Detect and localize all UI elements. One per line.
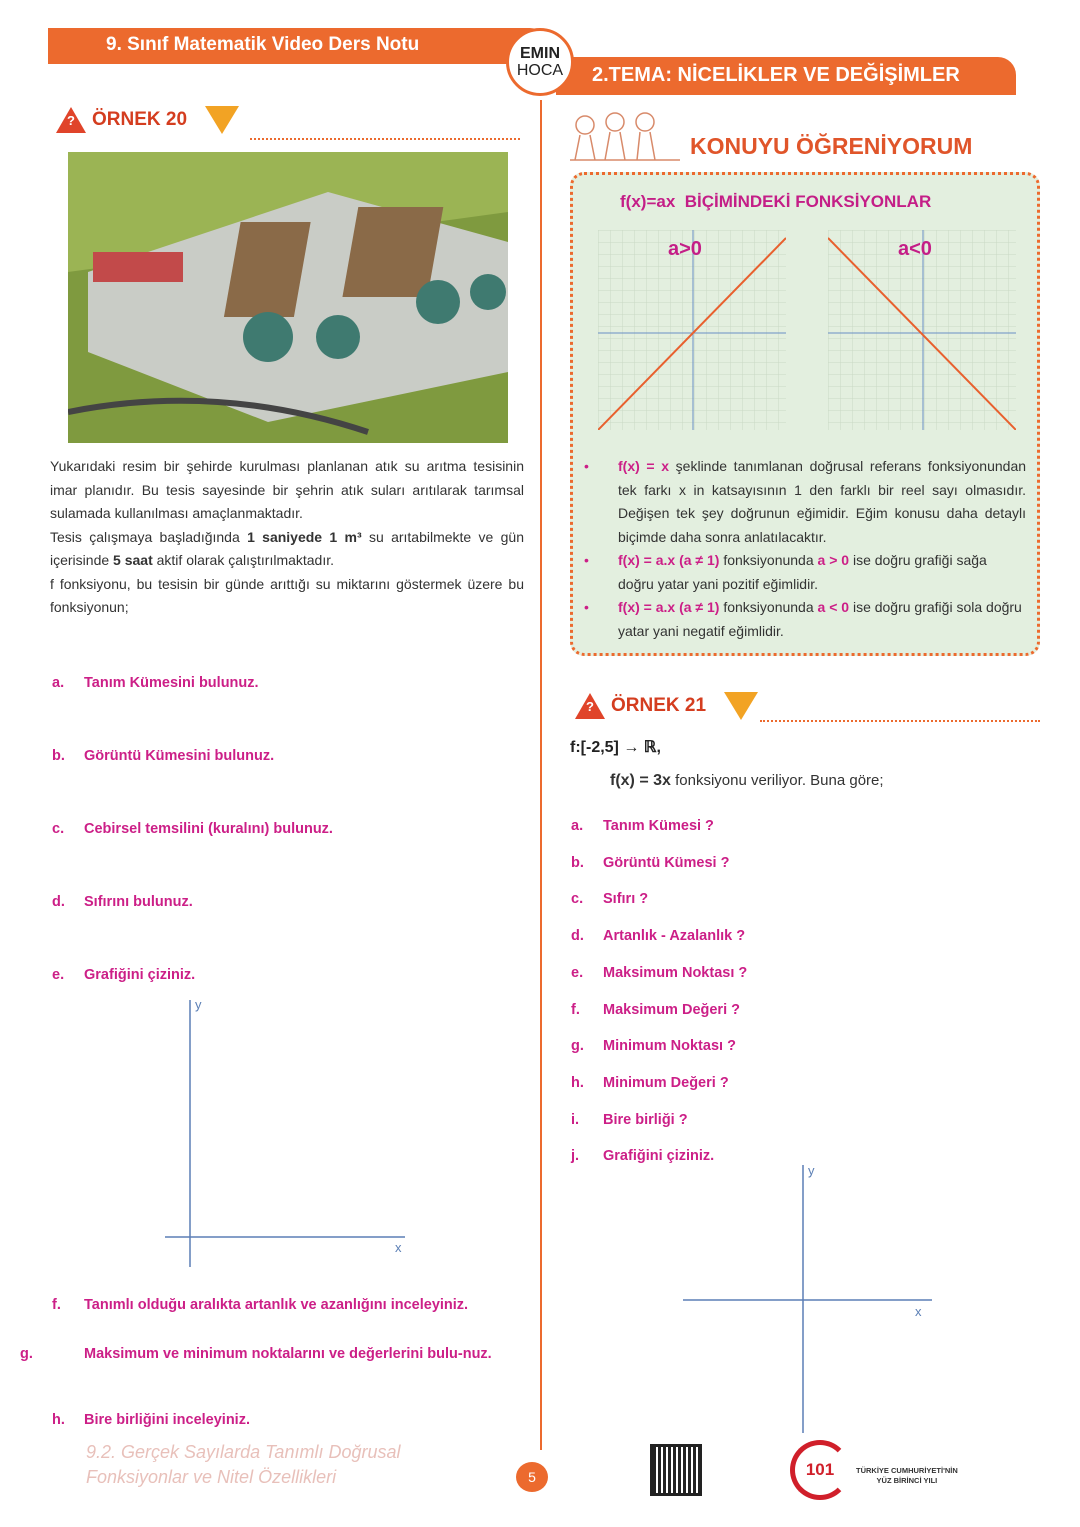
example-title: ÖRNEK 20 bbox=[92, 109, 188, 130]
example-title: ÖRNEK 21 bbox=[611, 695, 707, 716]
bullet-1: • f(x) = x şeklinde tanımlanan doğrusal referans fonksiyonundan tek farkı x in katsayısının 1 den farklı bir reel sayı olmasıdır. Değişen tek şey doğrunun eğimidir. Eğim konusu daha detaylı biçimde daha sonra anlatılacaktır. bbox=[584, 458, 1027, 545]
info-bullets bbox=[584, 455, 1026, 643]
question-b: b. Görüntü Kümesi ? bbox=[571, 854, 730, 871]
question-j: j. Grafiğini çiziniz. bbox=[571, 1148, 715, 1165]
course-title: 9. Sınıf Matematik Video Ders Notu bbox=[106, 34, 420, 55]
example-21-header bbox=[575, 692, 758, 720]
question-d: d. Sıfırını bulunuz. bbox=[52, 894, 193, 910]
logo-top: EMIN bbox=[520, 45, 560, 62]
empty-axes-left bbox=[160, 995, 410, 1270]
page-number: 5 bbox=[516, 1462, 548, 1492]
question-h: h. Minimum Değeri ? bbox=[571, 1074, 729, 1091]
empty-axes-right bbox=[680, 1163, 935, 1435]
question-d: d. Artanlık - Azalanlık ? bbox=[571, 928, 746, 945]
qr-code[interactable] bbox=[650, 1444, 702, 1496]
x-axis-label: x bbox=[395, 1240, 402, 1255]
republic-101-logo: 101 bbox=[790, 1440, 850, 1500]
theme-title: 2.TEMA: NİCELİKLER VE DEĞİŞİMLER bbox=[592, 64, 960, 86]
question-a: a. Tanım Kümesini bulunuz. bbox=[52, 675, 259, 691]
warning-icon: ? bbox=[575, 693, 605, 719]
y-axis-label: y bbox=[195, 997, 202, 1012]
y-axis-label: y bbox=[808, 1163, 815, 1178]
logo-bottom: HOCA bbox=[516, 62, 564, 79]
question-g: g. Minimum Noktası ? bbox=[571, 1038, 736, 1055]
info-box-title: f(x)=ax BİÇİMİNDEKİ FONKSİYONLAR bbox=[620, 192, 932, 211]
problem-paragraph: Yukarıdaki resim bir şehirde kurulması planlanan atık su arıtma tesisinin imar planıdır. Bu tesis sayesinde bir şehrin atık suları arıtılarak tarımsal sulamada kullanılması amaçlanmaktadır. Tesis çalışmaya başladığında 1 saniyede 1 m³ su arıtabilmekte ve gün içerisinde 5 saat aktif olarak çalıştırılmaktadır. f fonksiyonu, bu tesisin bir günde arıttığı su miktarını göstermek üzere bu fonksiyonun; bbox=[50, 458, 524, 615]
question-f: f. Tanımlı olduğu aralıkta artanlık ve azanlığını inceleyiniz. bbox=[52, 1297, 469, 1313]
question-b: b. Görüntü Kümesini bulunuz. bbox=[52, 748, 275, 764]
question-g: g. Maksimum ve minimum noktalarını ve değerlerini bulu-nuz. bbox=[20, 1346, 492, 1362]
course-banner bbox=[48, 28, 548, 64]
question-c: c. Sıfırı ? bbox=[571, 891, 649, 908]
question-triangle-icon bbox=[724, 692, 758, 720]
question-e: e. Grafiğini çiziniz. bbox=[52, 967, 196, 983]
emin-hoca-logo bbox=[506, 28, 574, 96]
republic-logo-text: TÜRKİYE CUMHURİYETİ'NİN YÜZ BİRİNCİ YILI bbox=[856, 1466, 958, 1485]
question-a: a. Tanım Kümesi ? bbox=[571, 818, 714, 834]
question-c: c. Cebirsel temsilini (kuralını) bulunuz. bbox=[52, 821, 333, 837]
theme-banner bbox=[556, 57, 1016, 95]
treatment-plant-image bbox=[68, 152, 508, 443]
topic-footer: 9.2. Gerçek Sayılarda Tanımlı Doğrusal Fonksiyonlar ve Nitel Özellikleri bbox=[86, 1442, 401, 1487]
x-axis-label: x bbox=[915, 1304, 922, 1319]
students-icon bbox=[565, 110, 685, 165]
question-f: f. Maksimum Değeri ? bbox=[571, 1001, 740, 1018]
section-title: KONUYU ÖĞRENİYORUM bbox=[690, 133, 973, 159]
bullet-2: • f(x) = a.x (a ≠ 1) fonksiyonunda a > 0 ise doğru grafiği sağa doğru yatar yani pozitif eğimlidir. bbox=[584, 552, 987, 592]
question-h: h. Bire birliğini inceleyiniz. bbox=[52, 1412, 250, 1428]
function-definition: f(x) = 3x fonksiyonu veriliyor. Buna göre; bbox=[610, 772, 884, 789]
label-a-positive: a>0 bbox=[668, 238, 702, 260]
example-21-questions bbox=[571, 808, 747, 1175]
dotted-rule bbox=[760, 720, 1040, 722]
question-e: e. Maksimum Noktası ? bbox=[571, 964, 748, 981]
column-divider bbox=[540, 100, 542, 1450]
bullet-3: • f(x) = a.x (a ≠ 1) fonksiyonunda a < 0 ise doğru grafiği sola doğru yatar yani negatif eğimlidir. bbox=[584, 599, 1022, 639]
example-20-header bbox=[56, 106, 239, 134]
question-i: i. Bire birliği ? bbox=[571, 1111, 688, 1128]
warning-icon: ? bbox=[56, 107, 86, 133]
question-triangle-icon bbox=[205, 106, 239, 134]
dotted-rule bbox=[250, 138, 520, 140]
function-domain: f:[-2,5] → ℝ, bbox=[570, 739, 661, 756]
label-a-negative: a<0 bbox=[898, 238, 932, 260]
